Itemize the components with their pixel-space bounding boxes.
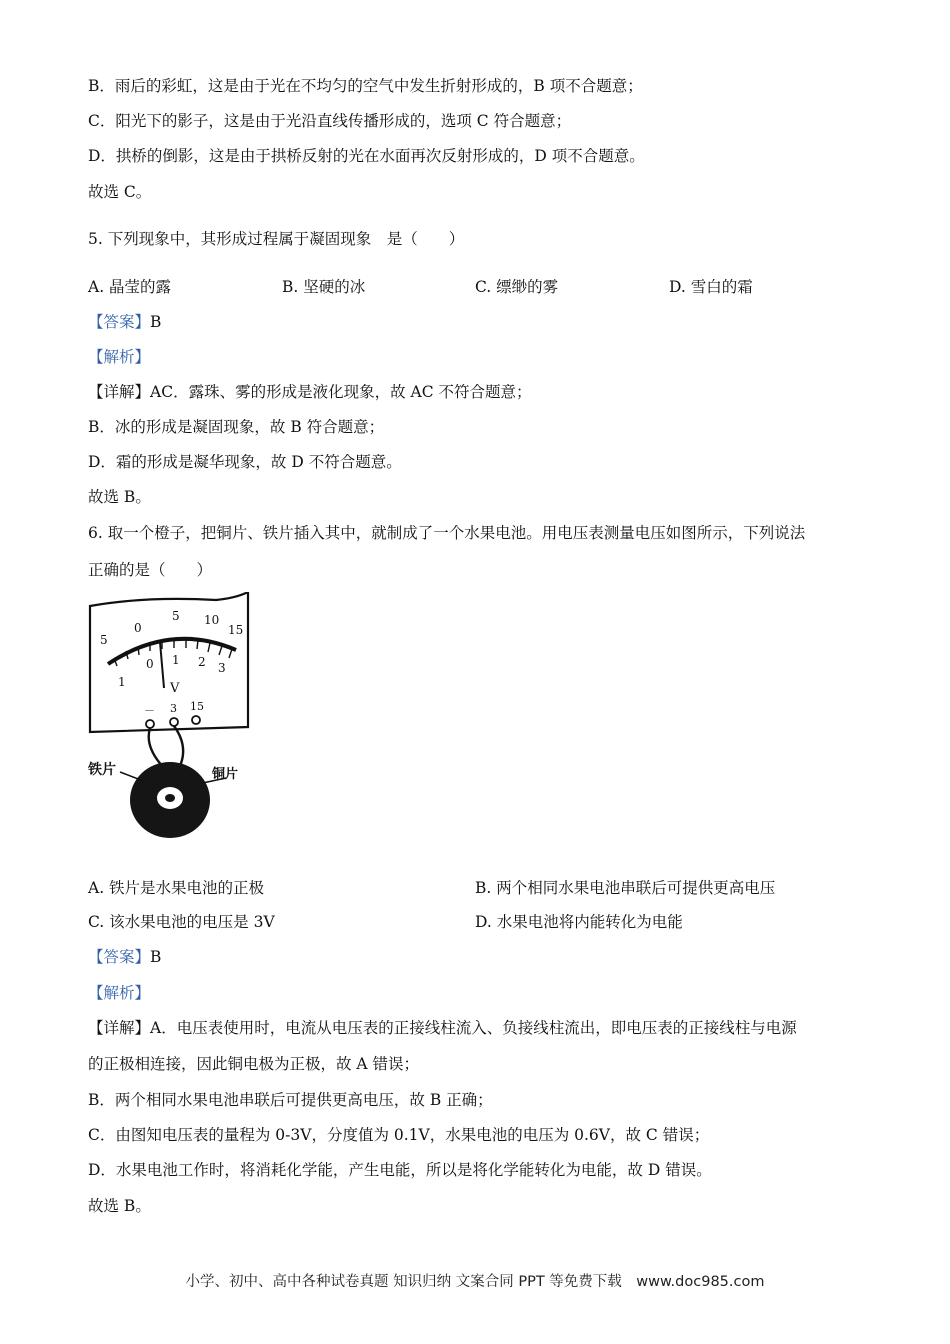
q6-answer [88,947,161,967]
bottom-scale-label: 0 [146,657,154,671]
bottom-scale-label: 1 [172,653,180,667]
q5-option-b: B. 坚硬的冰 [282,278,366,296]
bottom-scale-label: 2 [198,655,206,669]
detail-tag: 【详解】 [88,1019,151,1037]
q6-option-c: C. 该水果电池的电压是 3V [88,913,275,931]
q6-option-b: B. 两个相同水果电池串联后可提供更高电压 [475,879,776,897]
q5-answer [88,312,161,332]
q5-option-c: C. 缥缈的雾 [475,278,559,296]
q5-b-line: B．冰的形成是凝固现象，故 B 符合题意； [88,418,385,436]
iron-label: 铁片 [88,762,116,778]
analysis-line-b: B．雨后的彩虹，这是由于光在不均匀的空气中发生折射形成的，B 项不合题意； [88,77,643,95]
q5-choose: 故选 B。 [88,488,151,506]
bottom-scale-label: 3 [218,661,226,675]
question-6-stem-line2: 正确的是（ ） [88,561,213,579]
q6-b-line: B．两个相同水果电池串联后可提供更高电压，故 B 正确； [88,1091,493,1109]
detail-tag: 【详解】 [88,383,151,401]
top-scale-label: 5 [172,609,180,623]
analysis-line-d: D．拱桥的倒影，这是由于拱桥反射的光在水面再次反射形成的，D 项不合题意。 [88,147,645,165]
top-scale-label: 5 [100,633,108,647]
q6-detail-line2: 的正极相连接，因此铜电极为正极，故 A 错误； [88,1055,420,1073]
q5-option-d: D. 雪白的霜 [669,278,753,296]
terminal-label: － [144,704,155,717]
bottom-scale-label: 1 [118,675,126,689]
q6-d-line: D．水果电池工作时，将消耗化学能，产生电能，所以是将化学能转化为电能，故 D 错误。 [88,1161,712,1179]
answer-tag: 【答案】 [88,313,151,331]
unit-label: V [170,681,180,696]
q6-detail-line1 [88,1018,797,1038]
terminal-label: 3 [170,702,177,715]
q6-analysis-tag: 【解析】 [88,984,151,1002]
answer-value: B [150,313,162,331]
q5-d-line: D．霜的形成是凝华现象，故 D 不符合题意。 [88,453,402,471]
voltmeter-figure [86,592,256,854]
analysis-line-c: C．阳光下的影子，这是由于光沿直线传播形成的，选项 C 符合题意； [88,112,572,130]
q6-option-d: D. 水果电池将内能转化为电能 [475,913,683,931]
answer-tag: 【答案】 [88,948,151,966]
q5-option-a: A. 晶莹的露 [88,278,172,296]
answer-value: B [150,948,162,966]
top-scale-label: 0 [134,621,142,635]
question-5-stem: 5. 下列现象中，其形成过程属于凝固现象 是（ ） [88,230,465,248]
q6-option-a: A. 铁片是水果电池的正极 [88,879,265,897]
detail-text: AC．露珠、雾的形成是液化现象，故 AC 不符合题意； [150,383,532,401]
terminal-label: 15 [190,700,204,713]
choice-conclusion: 故选 C。 [88,183,152,201]
question-6-stem-line1: 6. 取一个橙子，把铜片、铁片插入其中，就制成了一个水果电池。用电压表测量电压如图所示，下列说法 [88,524,806,542]
top-scale-label: 15 [228,623,244,637]
q6-c-line: C．由图知电压表的量程为 0-3V，分度值为 0.1V，水果电池的电压为 0.6V，故 C 错误； [88,1126,710,1144]
top-scale-label: 10 [204,613,220,627]
copper-label: 铜片 [212,767,239,782]
page-footer: 小学、初中、高中各种试卷真题 知识归纳 文案合同 PPT 等免费下载 www.doc985.com [185,1274,765,1290]
q5-detail [88,382,531,402]
q6-choose: 故选 B。 [88,1197,151,1215]
q5-analysis-tag: 【解析】 [88,348,151,366]
detail-text: A．电压表使用时，电流从电压表的正接线柱流入、负接线柱流出，即电压表的正接线柱与电源 [150,1019,797,1037]
